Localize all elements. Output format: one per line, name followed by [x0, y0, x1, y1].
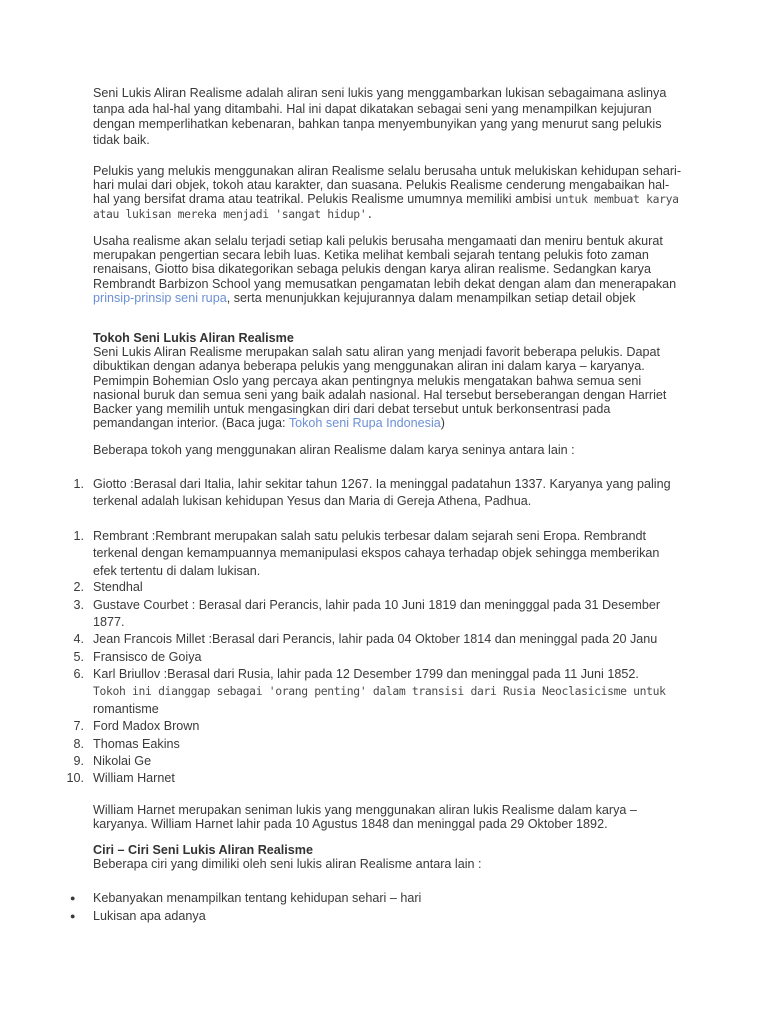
link-prinsip-seni-rupa[interactable]: prinsip-prinsip seni rupa: [93, 290, 227, 305]
paragraph-usaha-text: Usaha realisme akan selalu terjadi setiap kali pelukis berusaha mengamaati dan meniru bentuk akurat merupakan pengertian secara lebih luas. Ketika melihat kembali sejarah tentang pelukis foto zaman renaisans, Giotto bisa dikategorikan sebaga pelukis dengan karya aliran realisme. Sedangkan karya Rembrandt Barbizon School yang memusatkan pengamatan lebih dekat dengan alam dan menerapakan: [93, 234, 677, 291]
list-number: 8.: [73, 737, 84, 751]
list-number: 4.: [73, 632, 84, 646]
paragraph-tokoh-tail: ): [440, 416, 445, 431]
list-number: 5.: [73, 650, 84, 664]
section-tokoh: [93, 331, 685, 430]
link-tokoh-seni-rupa[interactable]: Tokoh seni Rupa Indonesia: [288, 416, 441, 431]
bullet-icon: ●: [70, 893, 76, 903]
paragraph-tokoh: [93, 345, 685, 430]
list-text: Thomas Eakins: [93, 737, 180, 751]
list-number: 2.: [73, 580, 84, 594]
list-text-block: [93, 666, 685, 718]
list-number: 1.: [73, 529, 84, 543]
paragraph-pelukis-mono: untuk membuat karya atau lukisan mereka menjadi 'sangat hidup'.: [93, 192, 679, 221]
list-text: Giotto :Berasal dari Italia, lahir sekitar tahun 1267. Ia meninggal padatahun 1337. Karyanya yang paling terkenal adalah lukisan kehidupan Yesus dan Maria di Gereja Athena, Padhua.: [93, 477, 671, 509]
list-text: Jean Francois Millet :Berasal dari Perancis, lahir pada 04 Oktober 1814 dan meninggal pada 20 Janu: [93, 632, 658, 646]
heading-ciri: Ciri – Ciri Seni Lukis Aliran Realisme: [93, 843, 314, 857]
list-text: William Harnet: [93, 771, 175, 785]
paragraph-pelukis-text: Pelukis yang melukis menggunakan aliran Realisme selalu berusaha untuk melukiskan kehidupan sehari-hari mulai dari objek, tokoh atau karakter, dan suasana. Pelukis Realisme cenderung mengabaikan hal-hal yang bersifat drama atau teatrikal. Pelukis Realisme umumnya memiliki ambisi: [93, 164, 682, 207]
list-text: Karl Briullov :Berasal dari Rusia, lahir pada 12 Desember 1799 dan meninggal pada 11 Juni 1852.: [93, 667, 639, 681]
list-number: 9.: [73, 754, 84, 768]
bullet-icon: ●: [70, 911, 76, 921]
list-number: 3.: [73, 598, 84, 612]
paragraph-usaha-tail: , serta menunjukkan kejujurannya dalam menampilkan setiap detail objek: [226, 290, 636, 305]
intro-paragraph: Seni Lukis Aliran Realisme adalah aliran seni lukis yang menggambarkan lukisan sebagaimana aslinya tanpa ada hal-hal yang ditambahi. Hal ini dapat dikatakan sebagai seni yang menampilkan kejujuran dengan memperlihatkan kebenaran, bahkan tanpa menyembunyikan yang yang menurut sang pelukis tidak baik.: [93, 86, 667, 147]
list-text: Nikolai Ge: [93, 754, 152, 768]
list-text: Fransisco de Goiya: [93, 650, 202, 664]
paragraph-beberapa-tokoh: Beberapa tokoh yang menggunakan aliran Realisme dalam karya seninya antara lain :: [93, 443, 575, 457]
section-ciri: [93, 843, 685, 871]
paragraph-ciri: Beberapa ciri yang dimiliki oleh seni lukis aliran Realisme antara lain :: [93, 857, 482, 872]
paragraph-tokoh-text: Seni Lukis Aliran Realisme merupakan salah satu aliran yang menjadi favorit beberapa pelukis. Dapat dibuktikan dengan adanya beberapa pelukis yang menggunakan aliran ini dalam karya – karyanya. Pemimpin Bohemian Oslo yang percaya akan pentingnya melukis mengatakan bahwa semua seni nasional buruk dan semua seni yang baik adalah nasional. Hal tersebut berseberangan dengan Harriet Backer yang memilih untuk mengasingkan diri dari debat tersebut untuk berkonsentrasi pada pemandangan interior. (Baca juga:: [93, 345, 667, 431]
list-number: 1.: [73, 477, 84, 491]
heading-tokoh: Tokoh Seni Lukis Aliran Realisme: [93, 331, 294, 345]
list-number: 7.: [73, 719, 84, 733]
paragraph-william-harnet: William Harnet merupakan seniman lukis yang menggunakan aliran lukis Realisme dalam karya – karyanya. William Harnet lahir pada 10 Agustus 1848 dan meninggal pada 29 Oktober 1892.: [93, 803, 637, 832]
list-number: 6.: [73, 667, 84, 681]
list-text: Lukisan apa adanya: [93, 909, 206, 923]
list-text: Kebanyakan menampilkan tentang kehidupan sehari – hari: [93, 891, 422, 905]
list-text: Rembrant :Rembrant merupakan salah satu pelukis terbesar dalam sejarah seni Eropa. Rembrandt terkenal dengan kemampuannya memanipulasi ekspos cahaya terhadap objek sehingga memberikan efek tertentu di dalam lukisan.: [93, 529, 660, 578]
paragraph-usaha: [93, 234, 685, 305]
list-text-tail: romantisme: [93, 701, 159, 716]
list-text-mono: Tokoh ini dianggap sebagai 'orang penting' dalam transisi dari Rusia Neoclasicisme untuk: [93, 684, 666, 699]
list-text: Ford Madox Brown: [93, 719, 200, 733]
paragraph-pelukis: [93, 164, 685, 221]
list-number: 10.: [66, 771, 84, 785]
list-text: Stendhal: [93, 580, 143, 594]
list-text: Gustave Courbet : Berasal dari Perancis, lahir pada 10 Juni 1819 dan meningggal pada 31 Desember 1877.: [93, 598, 661, 630]
